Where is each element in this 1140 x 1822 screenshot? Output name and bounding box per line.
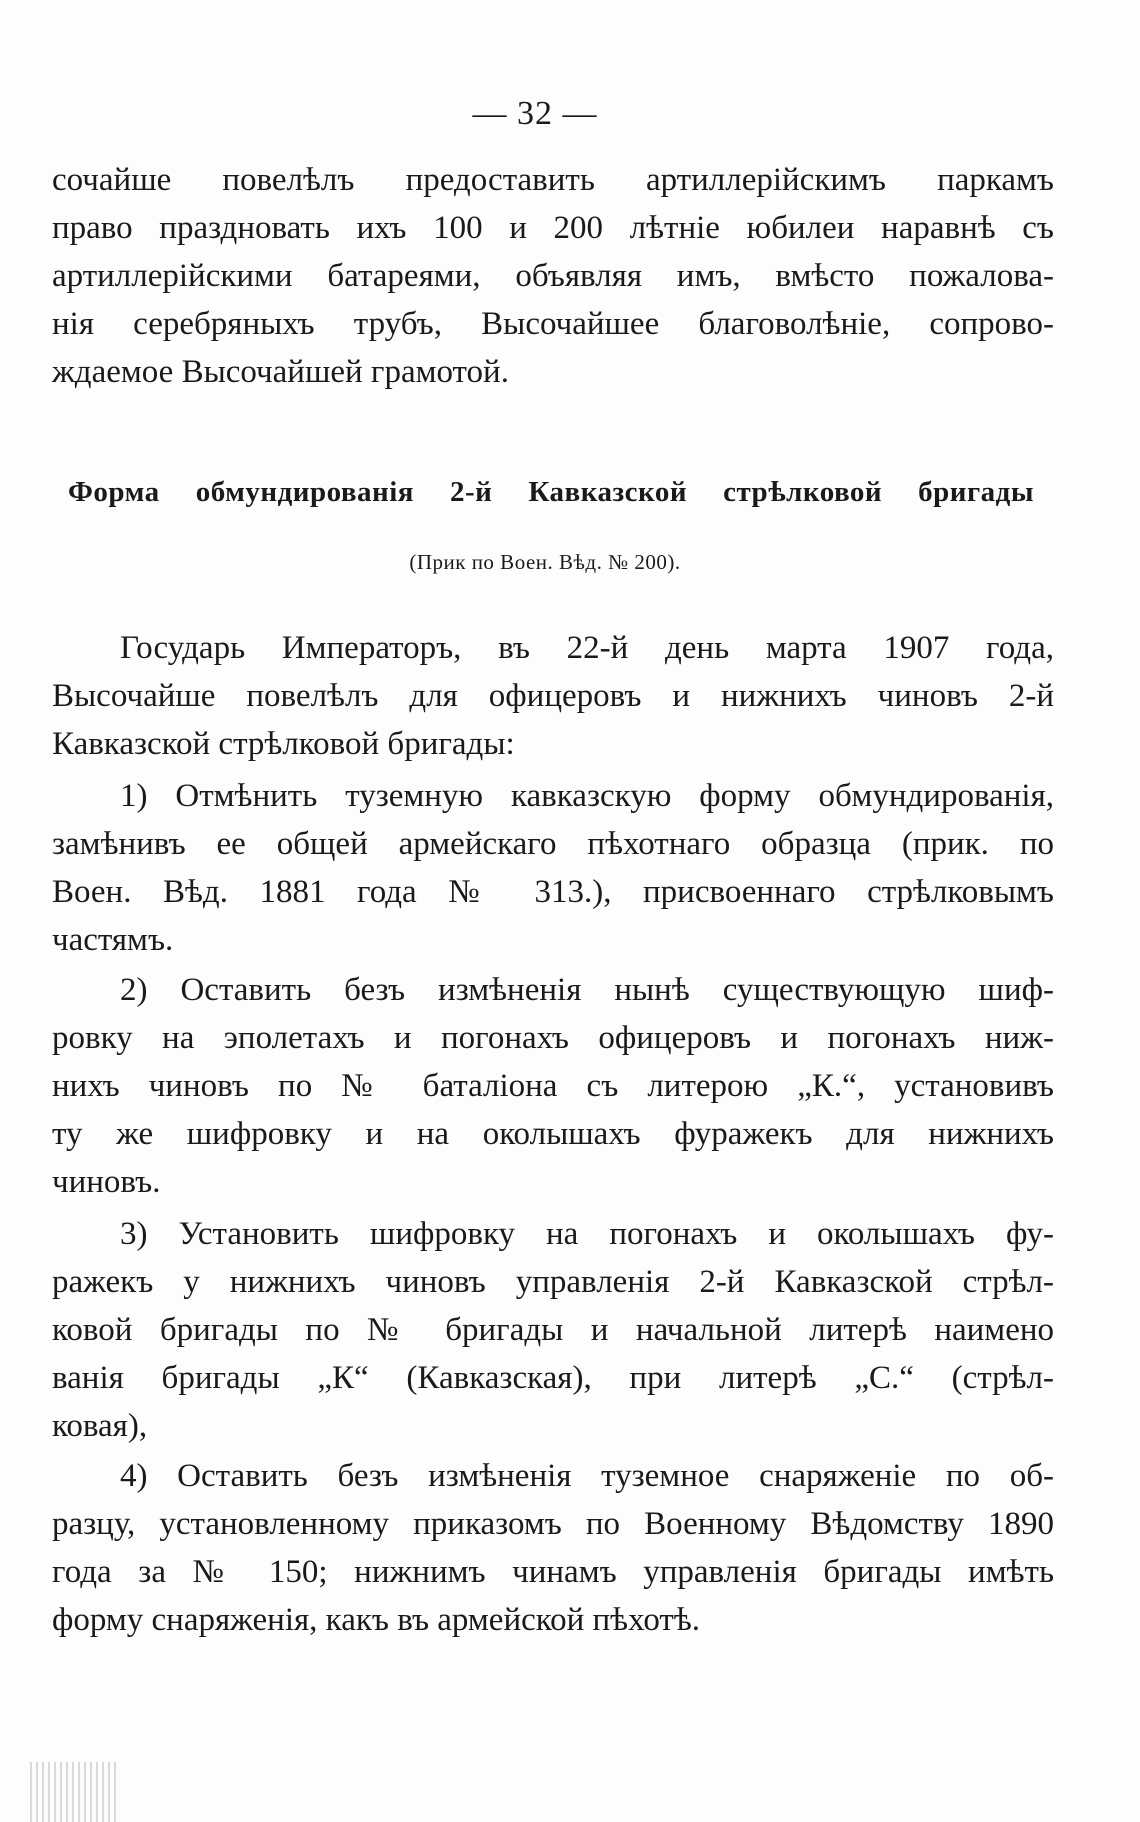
list-item-line: 4) Оставить безъ измѣненія туземное снаряженіе по об- [120, 1458, 1054, 1494]
text-line: артиллерійскими батареями, объявляя имъ, вмѣсто пожалова- [52, 258, 1054, 294]
list-item-line: 3) Установить шифровку на погонахъ и околышахъ фу- [120, 1216, 1054, 1252]
section-reference: (Прик по Воен. Вѣд. № 200). [409, 550, 681, 574]
text-line: сочайше повелѣлъ предоставить артиллерійскимъ паркамъ [52, 162, 1054, 198]
text-line: нія серебряныхъ трубъ, Высочайшее благоволѣніе, сопрово- [52, 306, 1054, 342]
section-heading: Форма обмундированія 2-й Кавказской стрѣлковой бригады [68, 476, 1034, 508]
list-item-line: форму снаряженія, какъ въ армейской пѣхотѣ. [52, 1602, 700, 1638]
list-item-line: ковой бригады по № бригады и начальной литерѣ наимено [52, 1312, 1054, 1348]
list-item-line: ражекъ у нижнихъ чиновъ управленія 2-й Кавказской стрѣл- [52, 1264, 1054, 1300]
page-number: — 32 — [472, 95, 598, 132]
list-item-line: чиновъ. [52, 1164, 161, 1200]
list-item-line: замѣнивъ ее общей армейскаго пѣхотнаго образца (прик. по [52, 826, 1054, 862]
scan-edge-artifact [30, 1762, 120, 1822]
list-item-line: 2) Оставить безъ измѣненія нынѣ существующую шиф- [120, 972, 1054, 1008]
list-item-line: 1) Отмѣнить туземную кавказскую форму обмундированія, [120, 778, 1054, 814]
list-item-line: ковая), [52, 1408, 148, 1444]
text-line: Высочайше повелѣлъ для офицеровъ и нижнихъ чиновъ 2-й [52, 678, 1054, 714]
list-item-line: ванія бригады „К“ (Кавказская), при литерѣ „С.“ (стрѣл- [52, 1360, 1054, 1396]
text-line: Государь Императоръ, въ 22-й день марта 1907 года, [120, 630, 1054, 666]
list-item-line: нихъ чиновъ по № баталіона съ литерою „К.“, установивъ [52, 1068, 1054, 1104]
list-item-line: частямъ. [52, 922, 174, 958]
text-line: ждаемое Высочайшей грамотой. [52, 354, 509, 390]
list-item-line: ту же шифровку и на околышахъ фуражекъ для нижнихъ [52, 1116, 1054, 1152]
list-item-line: Воен. Вѣд. 1881 года № 313.), присвоеннаго стрѣлковымъ [52, 874, 1054, 910]
text-line: право праздновать ихъ 100 и 200 лѣтніе юбилеи наравнѣ съ [52, 210, 1054, 246]
list-item-line: ровку на эполетахъ и погонахъ офицеровъ и погонахъ ниж- [52, 1020, 1054, 1056]
list-item-line: года за № 150; нижнимъ чинамъ управленія бригады имѣть [52, 1554, 1054, 1590]
list-item-line: разцу, установленному приказомъ по Военному Вѣдомству 1890 [52, 1506, 1054, 1542]
text-line: Кавказской стрѣлковой бригады: [52, 726, 515, 762]
